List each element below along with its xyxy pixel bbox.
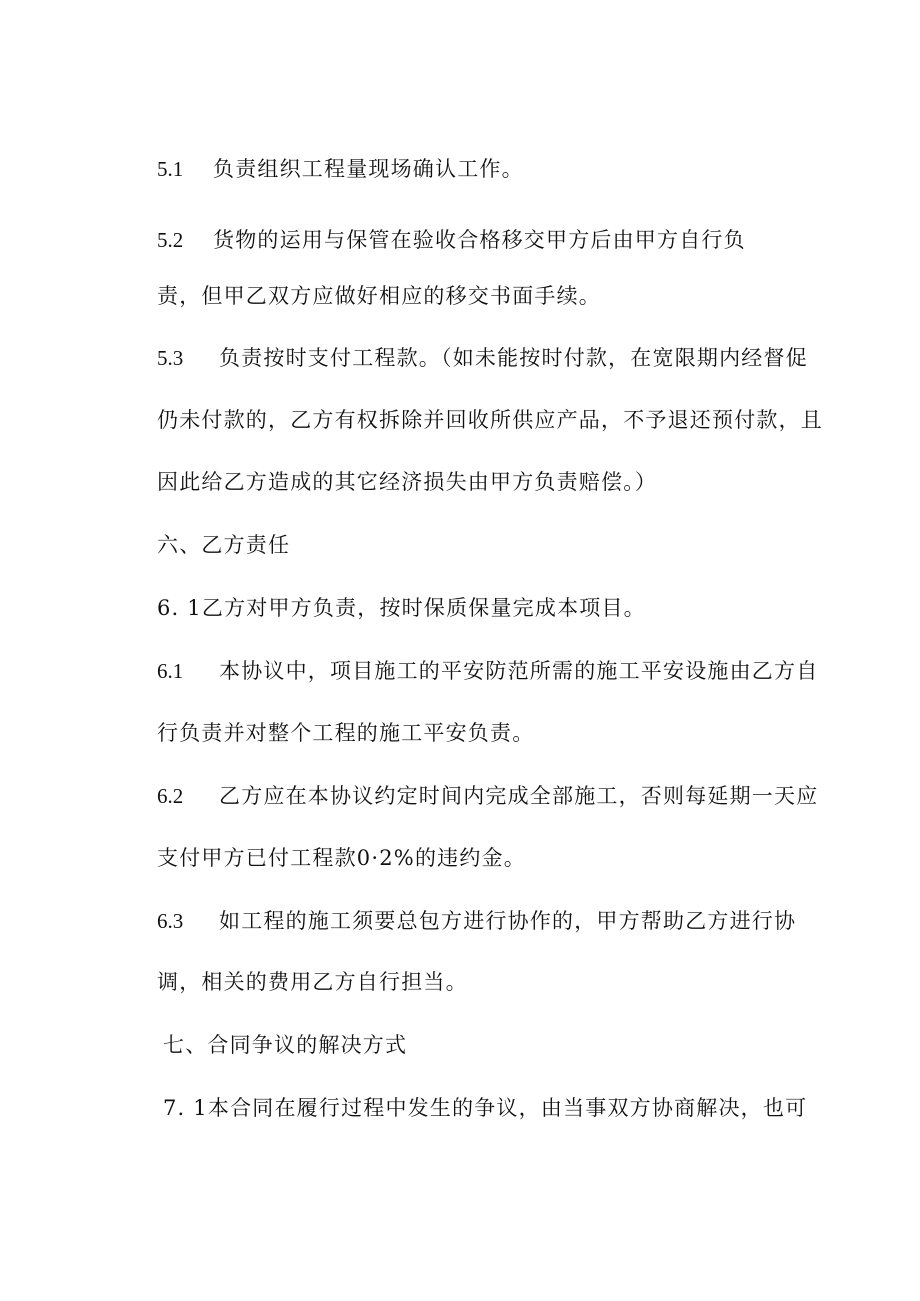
clause-7-1	[163, 1094, 807, 1122]
clause-6-2-continued	[157, 844, 526, 872]
clause-number: 6.3	[157, 909, 184, 933]
clause-text: 因此给乙方造成的其它经济损失由甲方负责赔偿。）	[157, 470, 658, 494]
clause-text: 支付甲方已付工程款0·2%的违约金。	[157, 846, 526, 870]
clause-text: 负责按时支付工程款。（如未能按时付款，在宽限期内经督促	[219, 346, 808, 370]
clause-5-3-continued-2	[157, 468, 657, 496]
clause-6-1-continued	[157, 719, 534, 747]
clause-number: 5.1	[157, 157, 184, 181]
section-heading-7	[163, 1031, 407, 1059]
clause-6-3	[157, 907, 796, 935]
clause-5-2-continued	[157, 282, 601, 310]
clause-5-1	[157, 155, 524, 183]
clause-6-1	[157, 657, 818, 685]
section-heading: 七、合同争议的解决方式	[163, 1033, 408, 1057]
clause-number: 5.3	[157, 346, 184, 370]
clause-5-2	[157, 226, 746, 254]
clause-text: 行负责并对整个工程的施工平安负责。	[157, 721, 535, 745]
clause-text: 6. 1乙方对甲方负责，按时保质保量完成本项目。	[157, 596, 646, 620]
clause-6-2	[157, 782, 818, 810]
clause-number: 6.1	[157, 659, 184, 683]
clause-text: 货物的运用与保管在验收合格移交甲方后由甲方自行负	[213, 228, 746, 252]
clause-number: 5.2	[157, 228, 184, 252]
clause-text: 责，但甲乙双方应做好相应的移交书面手续。	[157, 284, 601, 308]
section-heading-6	[157, 531, 290, 559]
section-heading: 六、乙方责任	[157, 533, 291, 557]
clause-text: 乙方应在本协议约定时间内完成全部施工，否则每延期一天应	[219, 784, 819, 808]
clause-number: 6.2	[157, 784, 184, 808]
clause-text: 7. 1本合同在履行过程中发生的争议，由当事双方协商解决，也可	[163, 1096, 808, 1120]
clause-6-3-continued	[157, 968, 468, 996]
clause-text: 负责组织工程量现场确认工作。	[213, 157, 524, 181]
clause-text: 调，相关的费用乙方自行担当。	[157, 970, 468, 994]
clause-text: 仍未付款的，乙方有权拆除并回收所供应产品，不予退还预付款，且	[157, 408, 823, 432]
clause-text: 本协议中，项目施工的平安防范所需的施工平安设施由乙方自	[219, 659, 819, 683]
clause-5-3	[157, 344, 808, 372]
clause-5-3-continued-1	[157, 406, 823, 434]
clause-text: 如工程的施工须要总包方进行协作的，甲方帮助乙方进行协	[219, 909, 797, 933]
clause-6-1-first	[157, 594, 646, 622]
